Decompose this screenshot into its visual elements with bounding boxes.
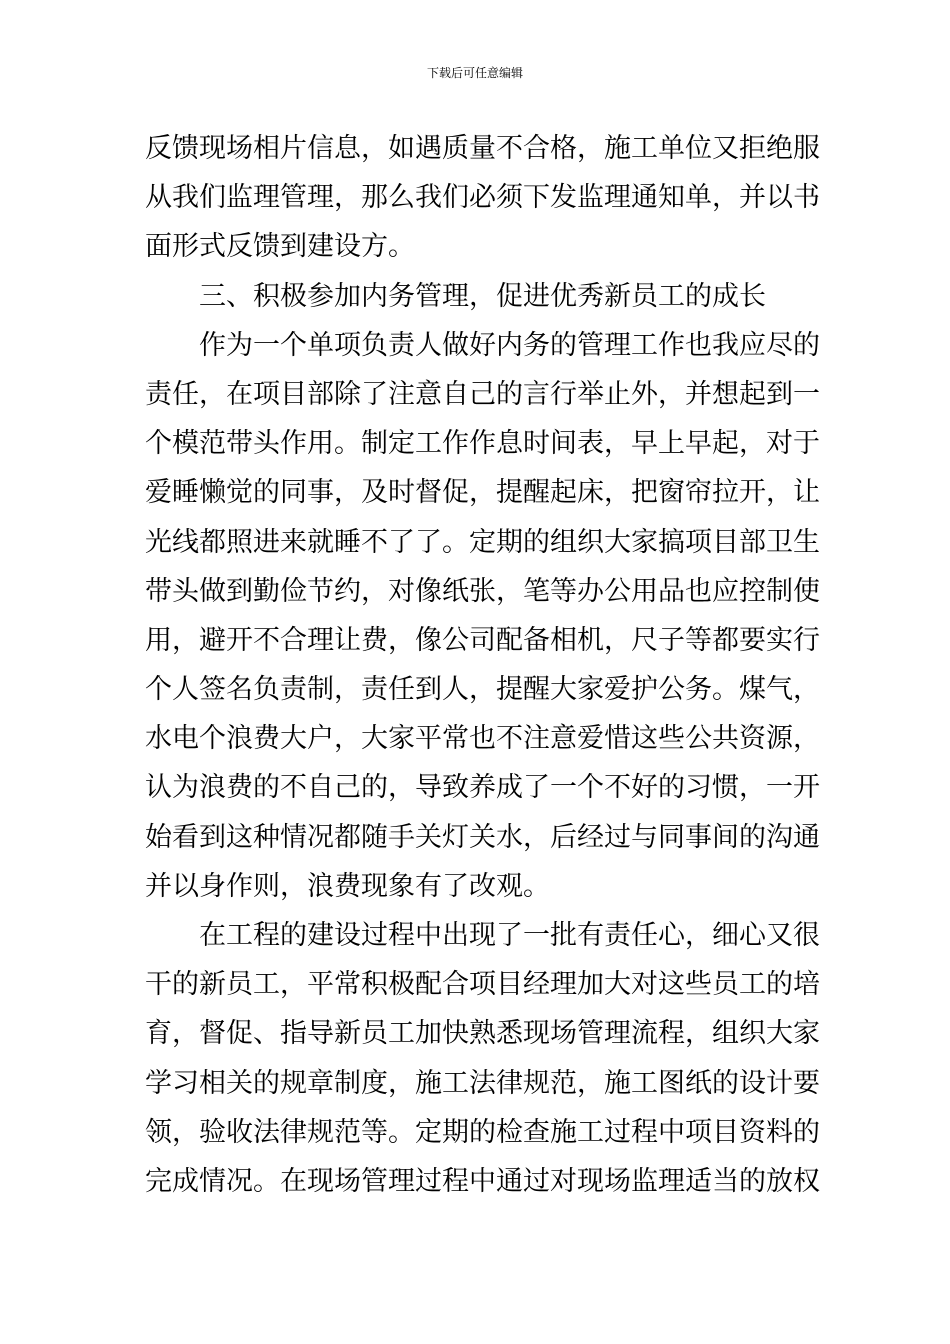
- text-line: 三、积极参加内务管理，促进优秀新员工的成长: [199, 280, 766, 312]
- text-line: 用，避开不合理让费，像公司配备相机，尺子等都要实行: [145, 624, 820, 656]
- text-line: 始看到这种情况都随手关灯关水，后经过与同事间的沟通: [145, 821, 820, 853]
- text-line: 个模范带头作用。制定工作作息时间表，早上早起，对于: [145, 428, 820, 460]
- text-line: 干的新员工，平常积极配合项目经理加大对这些员工的培: [145, 969, 820, 1001]
- text-line: 作为一个单项负责人做好内务的管理工作也我应尽的: [199, 329, 820, 361]
- text-line: 光线都照进来就睡不了了。定期的组织大家搞项目部卫生: [145, 526, 820, 558]
- text-line: 认为浪费的不自己的，导致养成了一个不好的习惯，一开: [145, 772, 820, 804]
- text-line: 反馈现场相片信息，如遇质量不合格，施工单位又拒绝服: [145, 133, 820, 164]
- text-line: 领，验收法律规范等。定期的检查施工过程中项目资料的: [145, 1116, 820, 1148]
- text-line: 完成情况。在现场管理过程中通过对现场监理适当的放权: [145, 1165, 820, 1197]
- text-line: 从我们监理管理，那么我们必须下发监理通知单，并以书: [145, 182, 820, 214]
- text-line: 水电个浪费大户，大家平常也不注意爱惜这些公共资源，: [145, 723, 820, 755]
- document-body: [145, 124, 820, 1206]
- text-line: 并以身作则，浪费现象有了改观。: [145, 870, 550, 902]
- page-header: 下载后可任意编辑: [426, 66, 523, 80]
- text-line: 责任，在项目部除了注意自己的言行举止外，并想起到一: [145, 378, 820, 410]
- text-line: 育，督促、指导新员工加快熟悉现场管理流程，组织大家: [145, 1018, 820, 1050]
- text-line: 个人签名负责制，责任到人，提醒大家爱护公务。煤气，: [145, 674, 820, 706]
- text-line: 面形式反馈到建设方。: [145, 231, 415, 263]
- text-line: 带头做到勤俭节约，对像纸张，笔等办公用品也应控制使: [145, 575, 820, 607]
- text-line: 爱睡懒觉的同事，及时督促，提醒起床，把窗帘拉开，让: [145, 477, 820, 509]
- text-line: 学习相关的规章制度，施工法律规范，施工图纸的设计要: [145, 1067, 820, 1099]
- text-line: 在工程的建设过程中出现了一批有责任心，细心又很: [199, 920, 820, 951]
